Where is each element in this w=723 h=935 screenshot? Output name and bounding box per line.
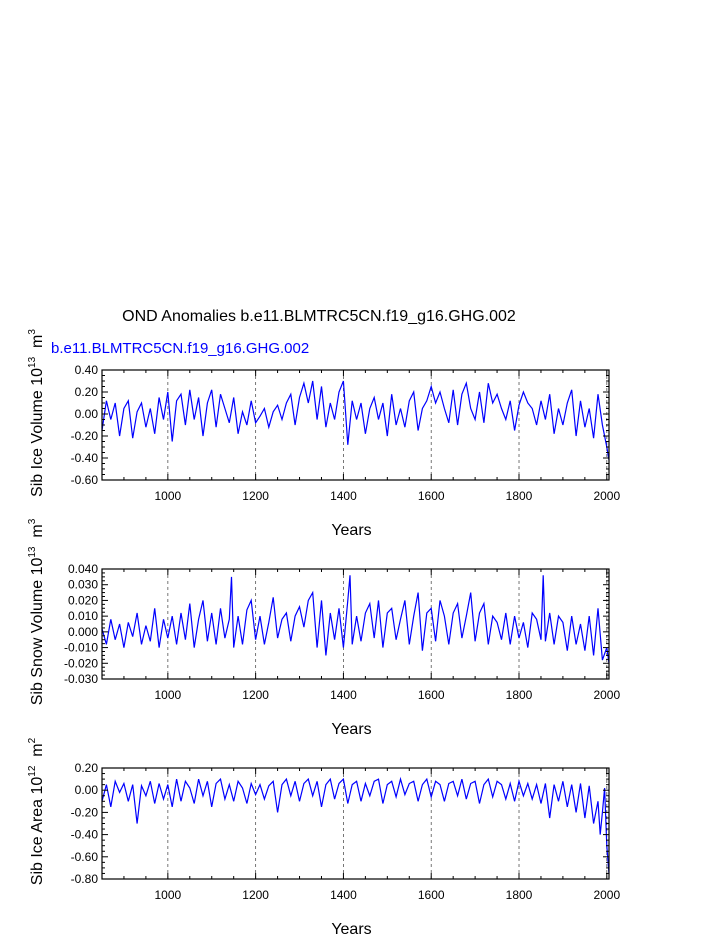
panel-1 xyxy=(27,329,620,539)
y-tick-label: -0.20 xyxy=(70,805,98,820)
y-tick-label: 0.40 xyxy=(74,363,98,377)
y-tick-label: -0.020 xyxy=(63,656,98,671)
series-line xyxy=(102,779,609,873)
x-tick-label: 1600 xyxy=(417,888,445,902)
y-tick-label: -0.20 xyxy=(70,429,98,443)
chart-panels xyxy=(27,329,620,935)
y-tick-label: -0.60 xyxy=(70,473,98,487)
x-tick-label: 1400 xyxy=(330,688,357,702)
y-tick-label: 0.010 xyxy=(67,609,98,624)
x-tick-label: 1800 xyxy=(505,489,533,503)
panel-2 xyxy=(27,518,620,738)
y-tick-label: 0.030 xyxy=(67,577,98,592)
y-tick-label: 0.00 xyxy=(74,407,98,421)
x-tick-label: 2000 xyxy=(593,489,621,503)
series-line xyxy=(102,381,609,460)
x-tick-label: 1200 xyxy=(242,888,269,902)
y-tick-label: 0.00 xyxy=(74,783,98,798)
x-axis-title: Years xyxy=(331,721,372,738)
y-tick-label: 0.040 xyxy=(67,562,98,576)
x-tick-label: 1000 xyxy=(154,489,182,503)
x-tick-label: 1800 xyxy=(505,688,533,702)
y-tick-label: -0.60 xyxy=(70,849,98,864)
x-tick-label: 1600 xyxy=(417,489,445,503)
x-tick-label: 1600 xyxy=(417,688,445,702)
x-tick-label: 1400 xyxy=(330,489,357,503)
y-tick-label: 0.20 xyxy=(74,761,98,775)
y-axis-title: Sib Ice Volume $10^{13}$ $m^3$ xyxy=(27,329,46,497)
y-tick-label: -0.030 xyxy=(63,672,98,686)
x-axis-title: Years xyxy=(331,921,372,935)
series-line xyxy=(102,575,609,663)
y-tick-label: 0.000 xyxy=(67,624,98,639)
y-axis-title: Sib Snow Volume $10^{13}$ $m^3$ xyxy=(27,518,46,706)
y-tick-label: 0.20 xyxy=(74,385,98,399)
x-axis-title: Years xyxy=(331,522,372,539)
plot-frame xyxy=(102,370,609,480)
x-tick-label: 2000 xyxy=(593,888,621,902)
y-tick-label: 0.020 xyxy=(67,593,98,608)
y-tick-label: -0.80 xyxy=(70,872,98,886)
x-tick-label: 1400 xyxy=(330,888,357,902)
y-tick-label: -0.40 xyxy=(70,451,98,465)
y-axis-title: Sib Ice Area $10^{12}$ $m^2$ xyxy=(27,737,46,886)
y-tick-label: -0.010 xyxy=(63,640,98,655)
x-tick-label: 1200 xyxy=(242,688,269,702)
x-tick-label: 2000 xyxy=(593,688,621,702)
x-tick-label: 1800 xyxy=(505,888,533,902)
x-tick-label: 1000 xyxy=(154,888,182,902)
x-tick-label: 1000 xyxy=(154,688,182,702)
panel-3 xyxy=(27,737,620,935)
main-title: OND Anomalies b.e11.BLMTRC5CN.f19_g16.GHG.002 xyxy=(122,308,516,325)
y-tick-label: -0.40 xyxy=(70,827,98,842)
series-subtitle: b.e11.BLMTRC5CN.f19_g16.GHG.002 xyxy=(51,340,310,357)
x-tick-label: 1200 xyxy=(242,489,269,503)
